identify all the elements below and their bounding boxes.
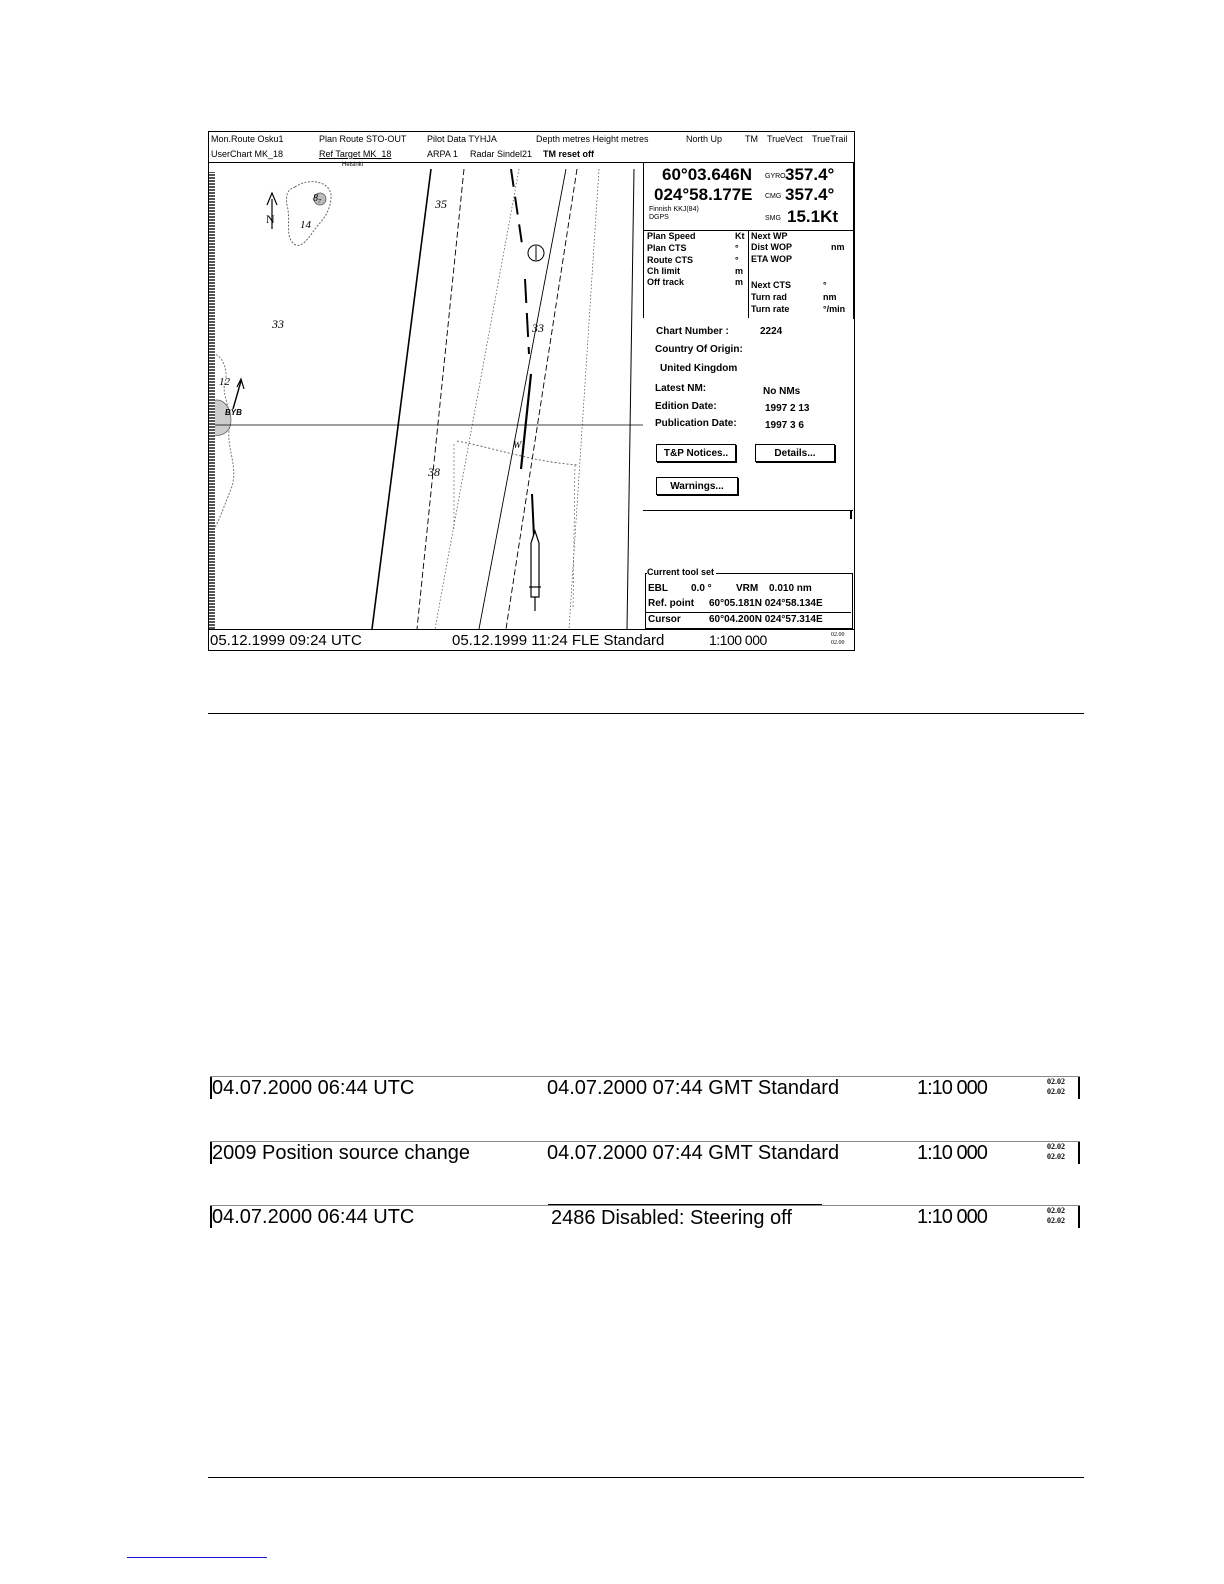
chart-number-label: Chart Number : xyxy=(656,326,729,337)
next-cts-label: Next CTS xyxy=(751,280,792,290)
publication-value: 1997 3 6 xyxy=(765,420,804,431)
fairway-dashed-line xyxy=(417,169,464,629)
cmg-value: 357.4° xyxy=(785,185,835,204)
fairway-dotted-line xyxy=(435,169,519,629)
chart-version: 02.00 xyxy=(831,640,845,646)
next-cts-unit: ° xyxy=(823,280,827,290)
turn-rate-unit: °/min xyxy=(823,304,846,314)
arpa-source[interactable]: ARPA 1 xyxy=(427,149,458,159)
spot-label: 8₇ xyxy=(313,193,322,204)
latest-nm-label: Latest NM: xyxy=(655,383,707,394)
ch-limit-unit: m xyxy=(735,266,744,276)
route-cts-label: Route CTS xyxy=(647,255,693,265)
chart-info-panel xyxy=(643,318,853,510)
navigation-panel xyxy=(643,162,854,319)
plan-cts-unit: ° xyxy=(735,243,739,253)
ecdis-screen xyxy=(208,131,855,651)
strip-version-1: 02.02 xyxy=(1047,1077,1065,1086)
tm-reset[interactable]: TM reset off xyxy=(543,149,595,159)
strip-version-1: 02.02 xyxy=(1047,1206,1065,1215)
plan-speed-unit: Kt xyxy=(735,231,745,241)
cmg-label: CMG xyxy=(765,193,782,200)
strip-version-2: 02.02 xyxy=(1047,1216,1065,1225)
off-track-unit: m xyxy=(735,277,744,287)
fairway-line xyxy=(479,169,566,629)
strip-middle-text: 04.07.2000 07:44 GMT Standard xyxy=(547,1142,840,1164)
strip-left-text: 2009 Position source change xyxy=(212,1142,470,1164)
position-source[interactable]: DGPS xyxy=(649,214,669,221)
page-divider xyxy=(208,713,1084,714)
left-scrollbar[interactable] xyxy=(209,172,215,629)
status-strip xyxy=(210,1205,1080,1229)
ref-point-label[interactable]: Ref. point xyxy=(648,598,695,609)
eta-wop-label: ETA WOP xyxy=(751,254,792,264)
edition-value: 1997 2 13 xyxy=(765,403,810,414)
status-strip xyxy=(210,1141,1080,1165)
chart-name: Helsinki xyxy=(342,162,364,168)
vector-mode[interactable]: TrueVect xyxy=(767,134,803,144)
strip-version-2: 02.02 xyxy=(1047,1152,1065,1161)
details-button[interactable]: Details... xyxy=(755,444,835,462)
plan-route[interactable]: Plan Route STO-OUT xyxy=(319,134,407,144)
route-leg xyxy=(521,374,531,469)
buoy-label: BYB xyxy=(225,408,242,417)
depth-sounding: 33 xyxy=(532,321,544,335)
strip-scale: 1:10 000 xyxy=(917,1142,987,1164)
ebl-value: 0.0 ° xyxy=(691,583,712,594)
north-label: N xyxy=(266,212,275,226)
turn-rate-label: Turn rate xyxy=(751,304,790,314)
cursor-value: 60°04.200N 024°57.314E xyxy=(709,614,823,625)
turn-rad-unit: nm xyxy=(823,292,837,302)
top-status-bar xyxy=(209,132,854,168)
latitude: 60°03.646N xyxy=(662,165,752,184)
position-block xyxy=(644,163,853,231)
route-data-block xyxy=(644,230,749,318)
dist-wop-label: Dist WOP xyxy=(751,242,793,252)
route-leg xyxy=(525,279,529,354)
orientation-mode[interactable]: North Up xyxy=(686,134,723,144)
strip-alert-text: 2486 Disabled: Steering off xyxy=(551,1207,792,1229)
latest-nm-value: No NMs xyxy=(763,386,801,397)
tool-set-title: Current tool set xyxy=(647,567,715,577)
strip-scale: 1:10 000 xyxy=(917,1077,987,1099)
trail-mode[interactable]: TrueTrail xyxy=(812,134,848,144)
edition-label: Edition Date: xyxy=(655,401,717,412)
strip-middle-text: 04.07.2000 07:44 GMT Standard xyxy=(547,1077,840,1099)
user-chart[interactable]: UserChart MK_18 xyxy=(211,149,284,159)
gyro-label: GYRO xyxy=(765,173,786,180)
footer-link-underline xyxy=(127,1557,267,1558)
route-leg xyxy=(511,169,522,244)
turn-rad-label: Turn rad xyxy=(751,292,787,302)
fairway-line xyxy=(627,169,634,629)
smg-value: 15.1Kt xyxy=(787,207,839,226)
footer-divider xyxy=(208,1477,1084,1478)
fairway-dotted-line xyxy=(569,169,599,629)
shoal-area xyxy=(213,400,231,435)
utc-time: 05.12.1999 09:24 UTC xyxy=(210,632,362,649)
depth-sounding: 33 xyxy=(272,317,284,331)
depth-sounding: 38 xyxy=(428,465,440,479)
smg-label: SMG xyxy=(765,215,781,222)
strip-left-text: 04.07.2000 06:44 UTC xyxy=(212,1206,415,1228)
off-track-label: Off track xyxy=(647,277,685,287)
status-strip xyxy=(210,1076,1080,1100)
datum[interactable]: Finnish KKJ(84) xyxy=(649,206,699,213)
country-label: Country Of Origin: xyxy=(655,344,743,355)
bottom-status-bar xyxy=(209,629,854,651)
local-time: 05.12.1999 11:24 FLE Standard xyxy=(452,632,665,649)
chart-area[interactable] xyxy=(209,169,643,629)
next-wp-label: Next WP xyxy=(751,231,788,241)
tool-set-panel xyxy=(643,510,853,629)
ref-point-value: 60°05.181N 024°58.134E xyxy=(709,598,823,609)
tp-notices-button[interactable]: T&P Notices.. xyxy=(656,444,736,462)
fairway-line xyxy=(506,169,577,629)
chart-number-value: 2224 xyxy=(760,326,783,337)
strip-version-2: 02.02 xyxy=(1047,1087,1065,1096)
publication-label: Publication Date: xyxy=(655,418,737,429)
ch-limit-label: Ch limit xyxy=(647,266,680,276)
strip-version-1: 02.02 xyxy=(1047,1142,1065,1151)
vrm-value: 0.010 nm xyxy=(769,583,812,594)
depth-sounding: 12 xyxy=(219,376,230,388)
chart-scale[interactable]: 1:100 000 xyxy=(709,632,767,648)
fairway-line xyxy=(372,169,431,629)
monitored-route[interactable]: Mon.Route Osku1 xyxy=(211,134,284,144)
strip-left-text: 04.07.2000 06:44 UTC xyxy=(212,1077,415,1099)
island-outline xyxy=(286,182,331,246)
country-value: United Kingdom xyxy=(660,363,738,374)
chart-canvas[interactable] xyxy=(209,169,643,629)
waypoint-label: W₁ xyxy=(513,440,525,451)
dist-wop-unit: nm xyxy=(831,242,845,252)
strip-scale: 1:10 000 xyxy=(917,1206,987,1228)
waypoint-data-block xyxy=(749,230,853,318)
depth-sounding: 35 xyxy=(435,197,447,211)
motion-mode[interactable]: TM xyxy=(745,134,758,144)
radar-source[interactable]: Radar Sindel21 xyxy=(470,149,533,159)
ebl-label[interactable]: EBL xyxy=(648,583,668,594)
software-version: 02.00 xyxy=(831,632,845,638)
longitude: 024°58.177E xyxy=(654,185,753,204)
buoy-marker xyxy=(233,381,241,409)
plan-cts-label: Plan CTS xyxy=(647,243,687,253)
route-cts-unit: ° xyxy=(735,255,739,265)
plan-speed-label: Plan Speed xyxy=(647,231,696,241)
depth-sounding: 14 xyxy=(300,219,311,231)
vrm-label[interactable]: VRM xyxy=(736,583,759,594)
warnings-button[interactable]: Warnings... xyxy=(656,477,738,495)
pilot-data[interactable]: Pilot Data TYHJA xyxy=(427,134,497,144)
gyro-heading: 357.4° xyxy=(785,165,835,184)
cursor-label[interactable]: Cursor xyxy=(648,614,681,625)
depth-height-units[interactable]: Depth metres Height metres xyxy=(536,134,649,144)
ref-target[interactable]: Ref Target MK_18 xyxy=(319,149,392,159)
